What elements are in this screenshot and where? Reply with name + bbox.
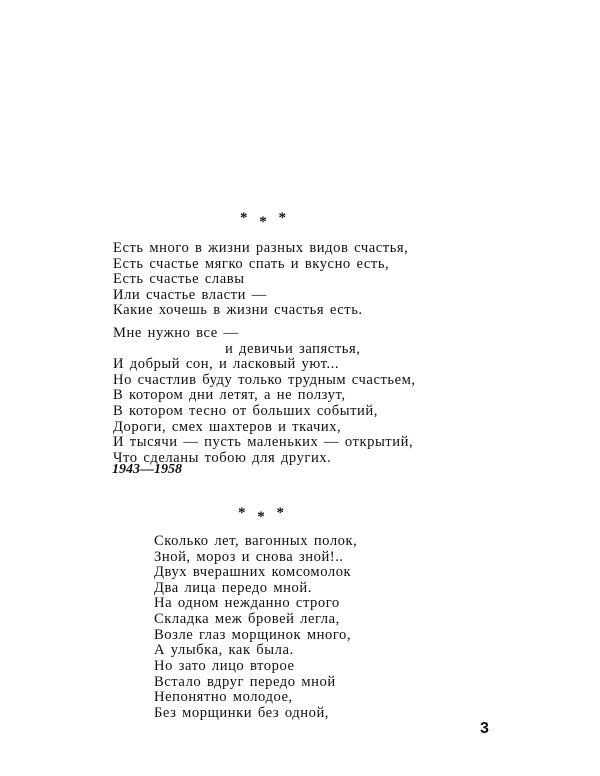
verse-line: Встало вдруг передо мной	[154, 673, 336, 690]
verse-line: А улыбка, как была.	[154, 642, 294, 659]
verse-line: Есть счастье мягко спать и вкусно есть,	[113, 255, 390, 272]
verse-line: Двух вчерашних комсомолок	[154, 564, 352, 581]
asterisk: *	[259, 214, 271, 230]
asterisk: *	[240, 210, 252, 226]
verse-line: Но зато лицо второе	[154, 658, 295, 674]
asterisk: *	[278, 210, 290, 226]
verse-line: Дороги, смех шахтеров и ткачих,	[113, 418, 342, 435]
verse-line: Сколько лет, вагонных полок,	[154, 533, 358, 549]
asterisk: *	[238, 505, 250, 521]
poem-separator	[240, 210, 290, 230]
verse-line: Возле глаз морщинок много,	[154, 626, 352, 643]
poem1-stanza-1	[113, 241, 408, 319]
verse-line: Мне нужно все —	[113, 325, 239, 341]
verse-line: В котором дни летят, а не ползут,	[113, 387, 346, 404]
asterisk: *	[276, 505, 288, 521]
verse-line: Два лица передо мной.	[154, 579, 312, 596]
verse-line: Что сделаны тобою для других.	[113, 449, 332, 466]
verse-line: Или счастье власти —	[113, 286, 267, 303]
verse-line: На одном нежданно строго	[154, 595, 340, 612]
verse-line: Зной, мороз и снова зной!..	[154, 548, 344, 565]
verse-line: Непонятно молодое,	[154, 689, 293, 706]
verse-line-indented: и девичьи запястья,	[225, 340, 361, 357]
verse-line: И тысячи — пусть маленьких — открытий,	[113, 434, 414, 451]
poem-date: 1943—1958	[112, 462, 182, 477]
verse-line: В котором тесно от больших событий,	[113, 402, 378, 419]
verse-line: И добрый сон, и ласковый уют...	[113, 356, 340, 373]
page-number: 3	[480, 720, 489, 737]
poem2-stanza-2	[154, 659, 336, 721]
poem1-stanza-2	[113, 326, 416, 466]
verse-line: Есть много в жизни разных видов счастья,	[113, 240, 409, 256]
verse-line: Складка меж бровей легла,	[154, 610, 340, 627]
verse-line: Есть счастье славы	[113, 271, 245, 288]
verse-line: Без морщинки без одной,	[154, 704, 330, 721]
asterisk: *	[257, 509, 269, 525]
poem2-stanza-1	[154, 534, 357, 659]
verse-line: Но счастлив буду только трудным счастьем,	[113, 371, 416, 388]
verse-line: Какие хочешь в жизни счастья есть.	[113, 302, 363, 319]
poem-separator	[238, 505, 288, 525]
